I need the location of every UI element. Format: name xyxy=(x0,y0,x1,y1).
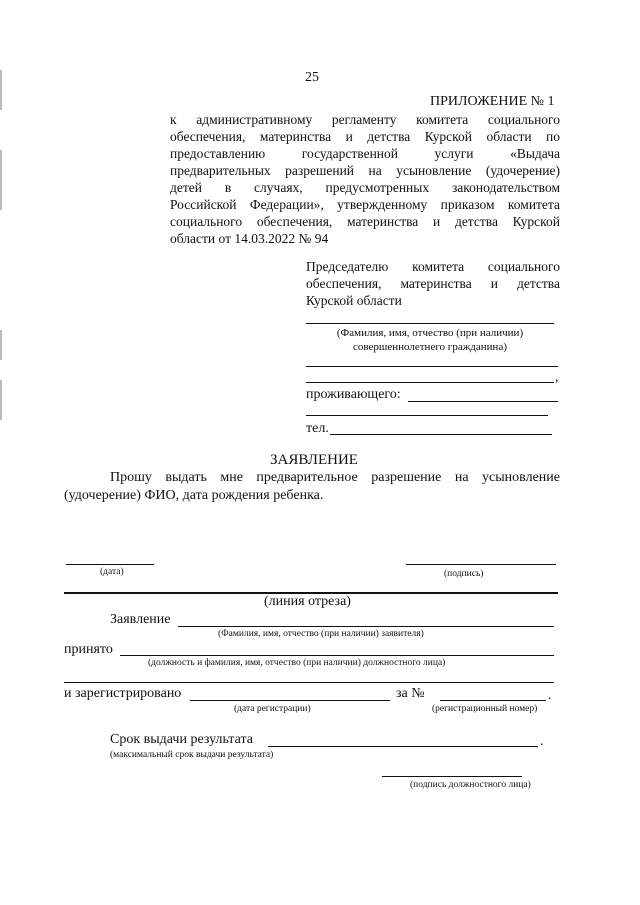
statement-line: Прошу выдать мне предварительное разрешение на усыновление xyxy=(110,470,560,485)
cut-line-label: (линия отреза) xyxy=(264,594,351,609)
signature-caption: (подпись) xyxy=(444,569,484,579)
addressee-line: Председателю комитета социального xyxy=(306,259,560,274)
reg-number-line[interactable] xyxy=(440,700,546,701)
fio-line[interactable] xyxy=(306,323,554,324)
residing-line-extra[interactable] xyxy=(306,415,548,416)
appendix-title: ПРИЛОЖЕНИЕ № 1 xyxy=(430,94,555,109)
official-signature-line[interactable] xyxy=(382,776,522,777)
official-line-extra[interactable] xyxy=(64,682,554,683)
fio-caption xyxy=(306,326,554,354)
scan-margin-mark xyxy=(0,380,2,420)
appendix-line: детей в случаях, предусмотренных законодательством xyxy=(170,180,560,195)
statement-label: Заявление xyxy=(110,612,171,627)
reg-date-caption: (дата регистрации) xyxy=(234,704,311,714)
appendix-line: обеспечения, материнства и детства Курской области по xyxy=(170,129,560,144)
official-signature-caption: (подпись должностного лица) xyxy=(410,780,531,790)
fio-line-extra[interactable] xyxy=(306,366,558,367)
addressee-text xyxy=(306,258,560,309)
official-line[interactable] xyxy=(120,655,554,656)
addressee-line: обеспечения, материнства и детства xyxy=(306,276,560,291)
appendix-line: области от 14.03.2022 № 94 xyxy=(170,231,329,246)
period: . xyxy=(548,688,552,703)
scan-margin-mark xyxy=(0,150,2,210)
fio-line-extra[interactable] xyxy=(306,382,554,383)
page-number: 25 xyxy=(305,70,319,85)
fio-caption-line: (Фамилия, имя, отчество (при наличии) xyxy=(336,327,524,339)
fio-caption-line: совершеннолетнего гражданина) xyxy=(353,341,507,353)
date-line[interactable] xyxy=(66,564,154,565)
deadline-caption: (максимальный срок выдачи результата) xyxy=(110,750,274,760)
appendix-line: Российской Федерации», утвержденному приказом комитета xyxy=(170,197,560,212)
registered-label: и зарегистрировано xyxy=(64,686,182,701)
accepted-label: принято xyxy=(64,642,113,657)
signature-line[interactable] xyxy=(406,564,556,565)
comma: , xyxy=(555,370,559,385)
official-caption: (должность и фамилия, имя, отчество (при наличии) должностного лица) xyxy=(148,658,446,668)
number-label: за № xyxy=(396,686,425,701)
residing-line[interactable] xyxy=(408,401,558,402)
deadline-line[interactable] xyxy=(268,746,538,747)
deadline-label: Срок выдачи результата xyxy=(110,732,253,747)
applicant-line[interactable] xyxy=(178,626,554,627)
deadline-period: . xyxy=(540,734,544,749)
date-caption: (дата) xyxy=(100,567,124,577)
residing-label: проживающего: xyxy=(306,387,401,402)
appendix-line: к административному регламенту комитета социального xyxy=(170,112,560,127)
appendix-line: предварительных разрешений на усыновление (удочерение) xyxy=(170,163,560,178)
addressee-line: Курской области xyxy=(306,293,402,308)
appendix-text xyxy=(170,111,560,247)
applicant-caption: (Фамилия, имя, отчество (при наличии) заявителя) xyxy=(218,629,424,639)
phone-line[interactable] xyxy=(330,434,552,435)
reg-number-caption: (регистрационный номер) xyxy=(432,704,538,714)
appendix-line: предоставлению государственной услуги «Выдача xyxy=(170,146,560,161)
statement-line: (удочерение) ФИО, дата рождения ребенка. xyxy=(64,488,324,503)
scan-margin-mark xyxy=(0,330,2,360)
reg-date-line[interactable] xyxy=(190,700,390,701)
statement-title: ЗАЯВЛЕНИЕ xyxy=(270,452,358,468)
scan-margin-mark xyxy=(0,70,2,110)
appendix-line: социального обеспечения, материнства и детства Курской xyxy=(170,214,560,229)
phone-label: тел. xyxy=(306,421,329,436)
